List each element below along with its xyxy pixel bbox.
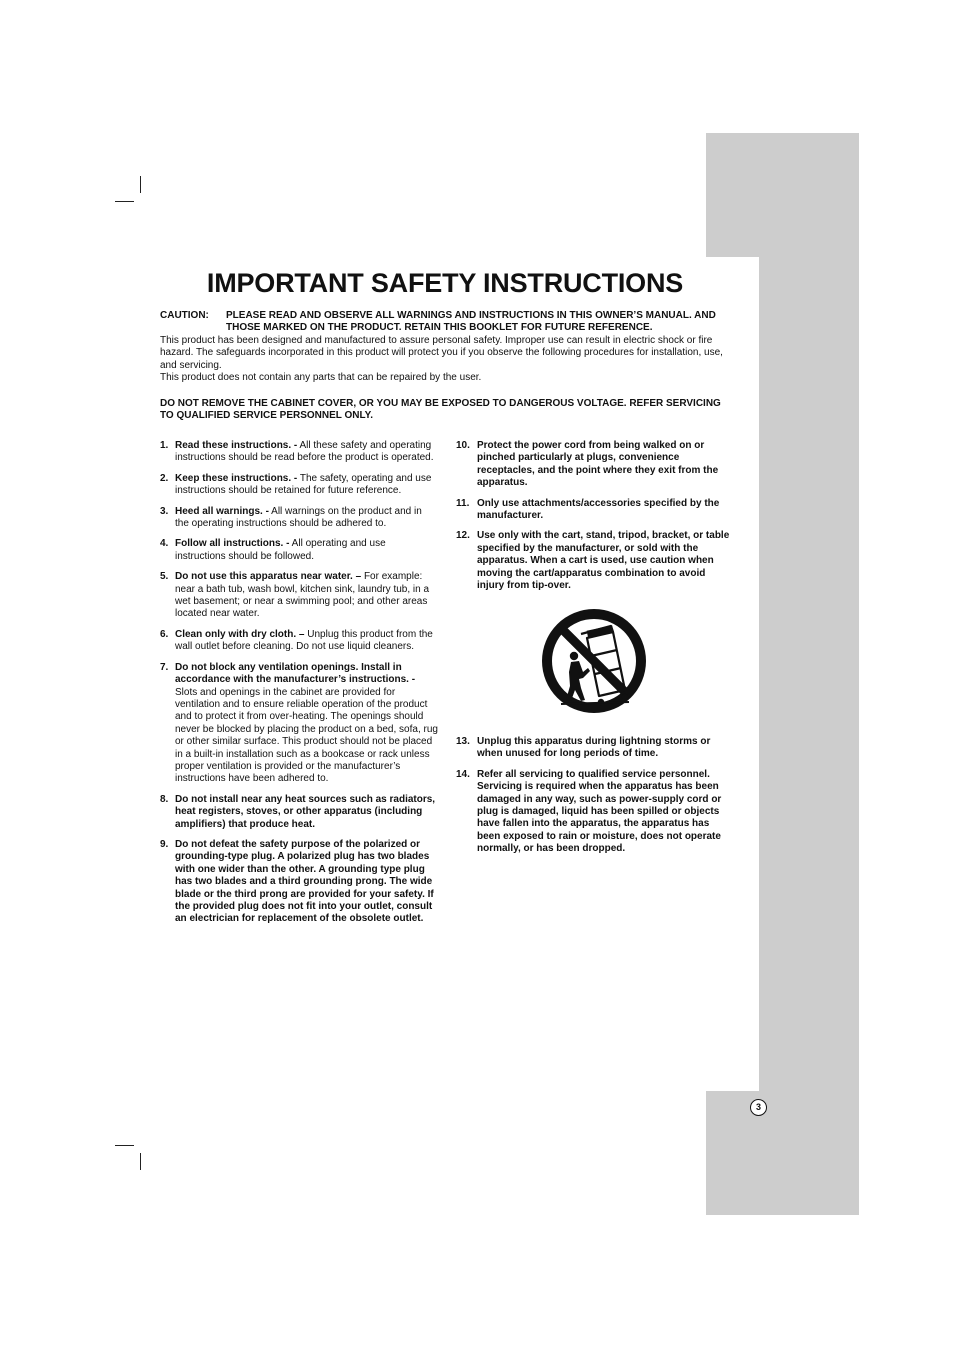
caution-paragraph-1: This product has been designed and manufactured to assure personal safety. Improper use can result in electric shock or fire hazard. The safeguards incorporated in this product will protect you if you observe the following procedures for installation, use, and servicing.: [160, 334, 723, 371]
item-text: Refer all servicing to qualified service personnel. Servicing is required when the apparatus has been damaged in any way, such as power-supply cord or plug is damaged, liquid has been spilled or objects have fallen into the apparatus, the apparatus has been exposed to rain or moisture, does not operate normally, or has been dropped.: [477, 768, 722, 855]
item-number: 14.: [456, 768, 470, 780]
list-item: [160, 473, 438, 498]
crop-mark-bottom-vertical: [140, 1153, 141, 1170]
caution-block: [160, 310, 732, 384]
crop-mark-bottom-horizontal: [115, 1145, 134, 1146]
item-number: 8.: [160, 793, 169, 805]
item-number: 11.: [456, 497, 470, 509]
list-item: [456, 530, 732, 592]
item-heading: Heed all warnings. -: [175, 505, 269, 517]
item-heading: Do not install near any heat sources such as radiators, heat registers, stoves, or other apparatus (including amplifiers) that produce heat.: [175, 793, 436, 830]
side-tab-bottom: [706, 1091, 859, 1215]
list-item: [160, 662, 438, 786]
page-title: IMPORTANT SAFETY INSTRUCTIONS: [206, 268, 684, 298]
caution-label: CAUTION:: [160, 310, 209, 321]
crop-mark-top-vertical: [140, 176, 141, 193]
item-body: All these safety and operating instructions should be read before the product is operated.: [175, 440, 434, 464]
caution-paragraph-2: This product does not contain any parts that can be repaired by the user.: [160, 372, 482, 384]
item-heading: Follow all instructions. -: [175, 538, 290, 550]
list-item: [456, 736, 732, 761]
list-item: [456, 769, 732, 856]
cart-tip-over-warning-icon: [541, 608, 647, 714]
item-number: 7.: [160, 661, 169, 673]
item-text: Unplug this apparatus during lightning storms or when unused for long periods of time.: [477, 736, 711, 760]
list-item: [160, 839, 438, 926]
list-item: [160, 440, 438, 465]
item-body: The safety, operating and use instructions should be retained for future reference.: [175, 472, 432, 497]
item-body: All warnings on the product and in the operating instructions should be adhered to.: [175, 505, 422, 530]
caution-row: [160, 310, 732, 335]
side-tab-top: [706, 133, 859, 257]
item-number: 2.: [160, 472, 169, 484]
item-heading: Clean only with dry cloth. –: [175, 628, 305, 640]
item-heading: Do not defeat the safety purpose of the polarized or grounding-type plug. A polarized plug has two blades with one wider than the other. A grounding type plug has two blades and a third grounding prong. The wide blade or the third prong are provided for your safety. If the provided plug does not fit into your outlet, consult an electrician for replacement of the obsolete outlet.: [175, 838, 434, 925]
list-item: [160, 506, 438, 531]
crop-mark-top-horizontal: [115, 201, 134, 202]
item-number: 3.: [160, 505, 169, 517]
item-number: 4.: [160, 538, 169, 550]
item-number: 6.: [160, 628, 169, 640]
list-item: [456, 440, 732, 490]
list-item: [160, 571, 438, 621]
item-body: All operating and use instructions should be followed.: [175, 538, 386, 562]
instructions-column-right-bottom: [456, 736, 732, 856]
item-heading: Read these instructions. -: [175, 440, 298, 451]
list-item: [456, 498, 732, 523]
item-body: For example: near a bath tub, wash bowl, kitchen sink, laundry tub, in a wet basement; or near a swimming pool; and other areas located near water.: [175, 571, 430, 620]
item-heading: Do not block any ventilation openings. Install in accordance with the manufacturer’s instructions. -: [175, 661, 416, 686]
side-tab-middle: [759, 257, 859, 1091]
item-text: Only use attachments/accessories specified by the manufacturer.: [477, 497, 720, 522]
caution-text: PLEASE READ AND OBSERVE ALL WARNINGS AND INSTRUCTIONS IN THIS OWNER’S MANUAL. AND THOSE MARKED ON THE PRODUCT. RETAIN THIS BOOKLET FOR FUTURE REFERENCE.: [226, 310, 716, 334]
item-number: 1.: [160, 440, 169, 451]
item-number: 13.: [456, 736, 470, 747]
list-item: [160, 794, 438, 831]
item-body: Slots and openings in the cabinet are provided for ventilation and to ensure reliable operation of the product and to protect it from over-heating. The openings should never be blocked by placing the product on a bed, sofa, rug or other similar surface. This product should not be placed in a built-in installation such as a bookcase or rack unless proper ventilation is provided or the manufacturer’s instructions have been adhered to.: [175, 686, 438, 785]
item-heading: Keep these instructions. -: [175, 472, 298, 484]
item-text: Protect the power cord from being walked on or pinched particularly at plugs, convenience receptacles, and the point where they exit from the apparatus.: [477, 440, 719, 489]
list-item: [160, 629, 438, 654]
cabinet-warning: DO NOT REMOVE THE CABINET COVER, OR YOU MAY BE EXPOSED TO DANGEROUS VOLTAGE. REFER SERVICING TO QUALIFIED SERVICE PERSONNEL ONLY.: [160, 398, 721, 422]
list-item: [160, 538, 438, 563]
instructions-column-left: [160, 440, 438, 926]
item-number: 5.: [160, 571, 169, 583]
item-number: 9.: [160, 838, 169, 850]
page-number-badge: 3: [750, 1099, 767, 1116]
item-number: 10.: [456, 440, 470, 451]
item-body: Unplug this product from the wall outlet before cleaning. Do not use liquid cleaners.: [175, 628, 433, 653]
instructions-column-right-top: [456, 440, 732, 592]
item-number: 12.: [456, 530, 470, 542]
item-heading: Do not use this apparatus near water. –: [175, 571, 362, 583]
item-text: Use only with the cart, stand, tripod, bracket, or table specified by the manufacturer, or sold with the apparatus. When a cart is used, use caution when moving the cart/apparatus combination to avoid injury from tip-over.: [477, 530, 730, 592]
